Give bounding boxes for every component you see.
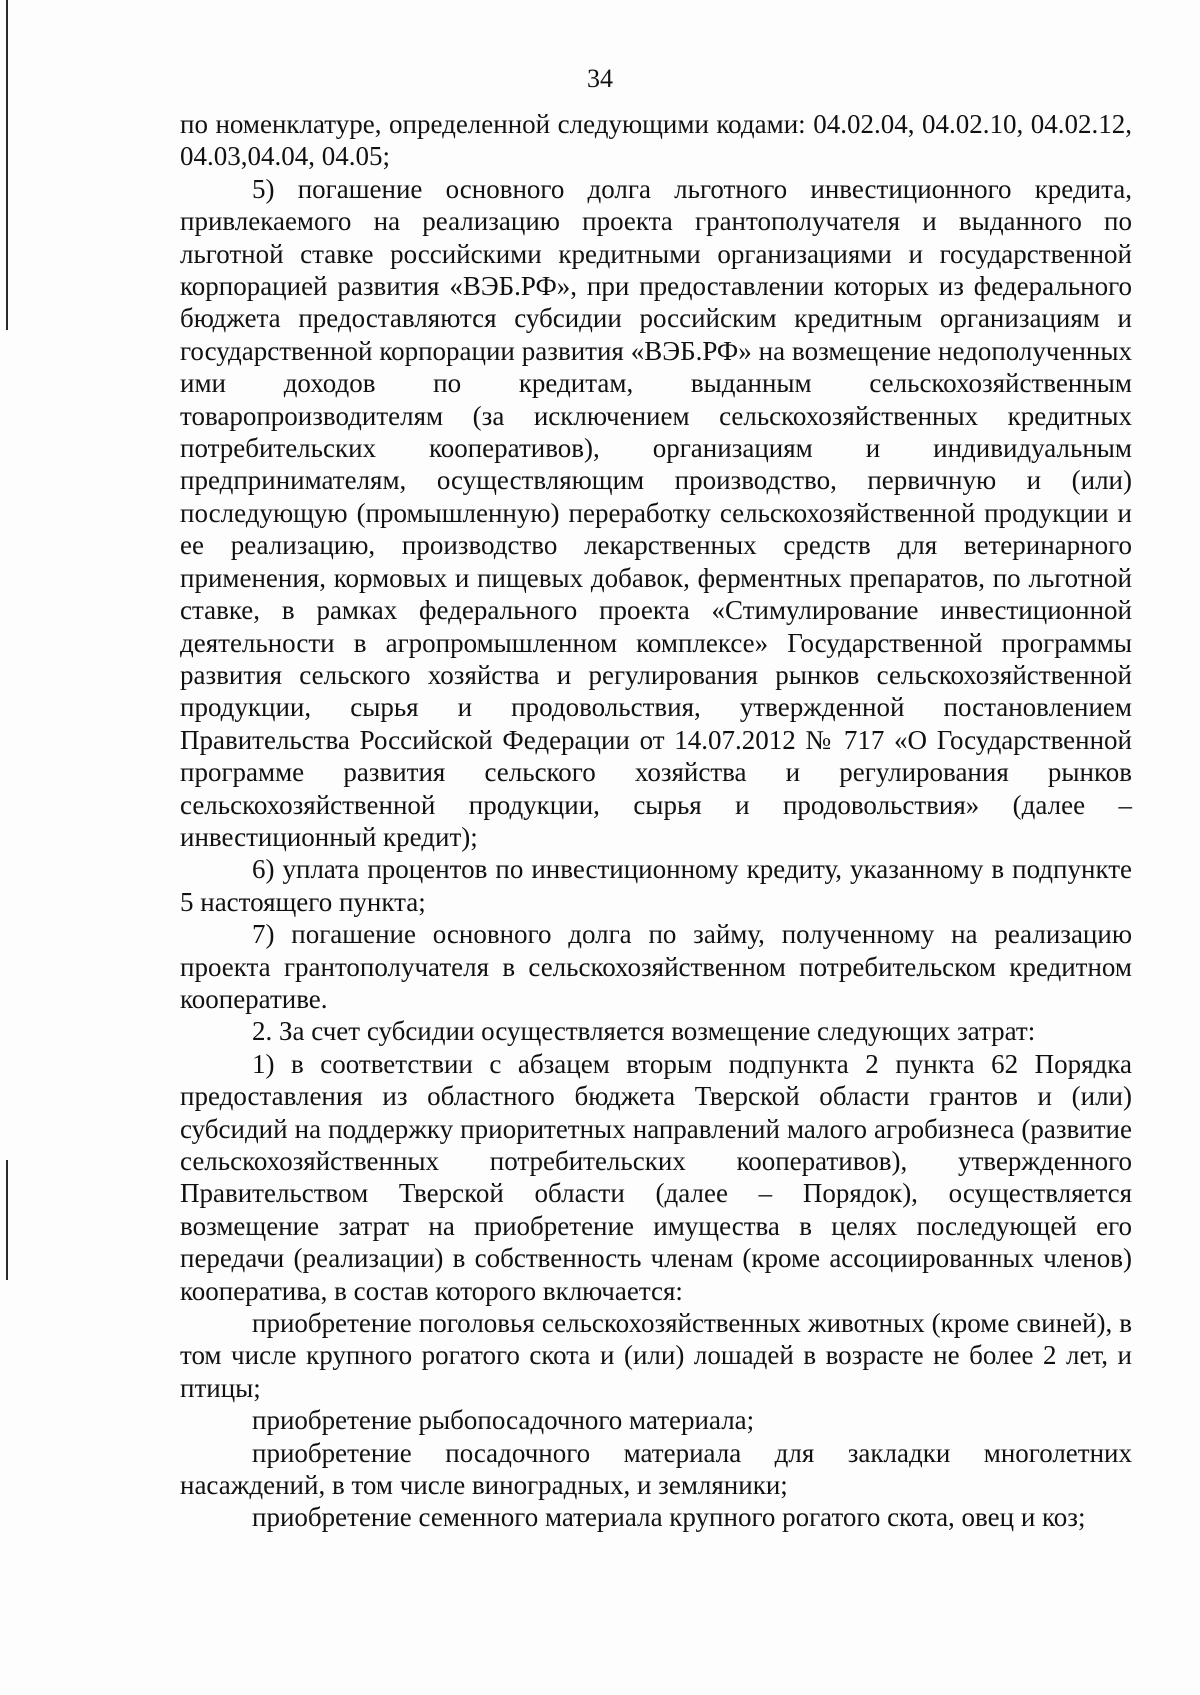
paragraph-list-entry: приобретение рыбопосадочного материала; xyxy=(252,1405,755,1436)
paragraph-section-2-item-1: 1) в соответствии с абзацем вторым подпункта 2 пункта 62 Порядка предоставления из областного бюджета Тверской области грантов и (или) субсидий на поддержку приоритетных направлений малого агробизнеса (развитие сельскохозяйственных потребительских кооперативов), утвержденного Правительством Тверской области (далее – Порядок), осуществляется возмещение затрат на приобретение имущества в целях последующей его передачи (реализации) в собственность членам (кроме ассоциированных членов) кооператива, в состав которого включается: xyxy=(180,1048,1132,1306)
paragraph-item-5: 5) погашение основного долга льготного инвестиционного кредита, привлекаемого на реализацию проекта грантополучателя и выданного по льготной ставке российскими кредитными организациями и государственной корпорацией развития «ВЭБ.РФ», при предоставлении которых из федерального бюджета предоставляются субсидии российским кредитным организациям и государственной корпорации развития «ВЭБ.РФ» на возмещение недополученных ими доходов по кредитам, выданным сельскохозяйственным товаропроизводителям (за исключением сельскохозяйственных кредитных потребительских кооперативов), организациям и индивидуальным предпринимателям, осуществляющим производство, первичную и (или) последующую (промышленную) переработку сельскохозяйственной продукции и ее реализацию, производство лекарственных средств для ветеринарного применения, кормовых и пищевых добавок, ферментных препаратов, по льготной ставке, в рамках федерального проекта «Стимулирование инвестиционной деятельности в агропромышленном комплексе» Государственной программы развития сельского хозяйства и регулирования рынков сельскохозяйственной продукции, сырья и продовольствия, утвержденной постановлением Правительства Российской Федерации от 14.07.2012 № 717 «О Государственной программе развития сельского хозяйства и регулирования рынков сельскохозяйственной продукции, сырья и продовольствия» (далее – инвестиционный кредит); xyxy=(180,173,1132,852)
paragraph-list-entry: приобретение посадочного материала для закладки многолетних насаждений, в том числе виноградных, и земляники; xyxy=(180,1437,1132,1501)
document-body xyxy=(180,108,1132,1534)
paragraph-item-6: 6) уплата процентов по инвестиционному кредиту, указанному в подпункте 5 настоящего пункта; xyxy=(180,854,1132,917)
paragraph-item-7: 7) погашение основного долга по займу, полученному на реализацию проекта грантополучателя в сельскохозяйственном потребительском кредитном кооперативе. xyxy=(180,919,1132,1014)
page-number: 34 xyxy=(587,64,613,93)
paragraph-list-entry: приобретение семенного материала крупного рогатого скота, овец и коз; xyxy=(252,1502,1086,1533)
scan-edge-mark xyxy=(6,0,8,330)
paragraph-section-2: 2. За счет субсидии осуществляется возмещение следующих затрат: xyxy=(252,1016,1036,1047)
paragraph-list-entry: приобретение поголовья сельскохозяйственных животных (кроме свиней), в том числе крупного рогатого скота и (или) лошадей в возрасте не более 2 лет, и птицы; xyxy=(180,1308,1132,1403)
scan-edge-mark xyxy=(6,1160,8,1280)
paragraph-continuation: по номенклатуре, определенной следующими кодами: 04.02.04, 04.02.10, 04.02.12, 04.03,04.04, 04.05; xyxy=(180,109,1132,172)
